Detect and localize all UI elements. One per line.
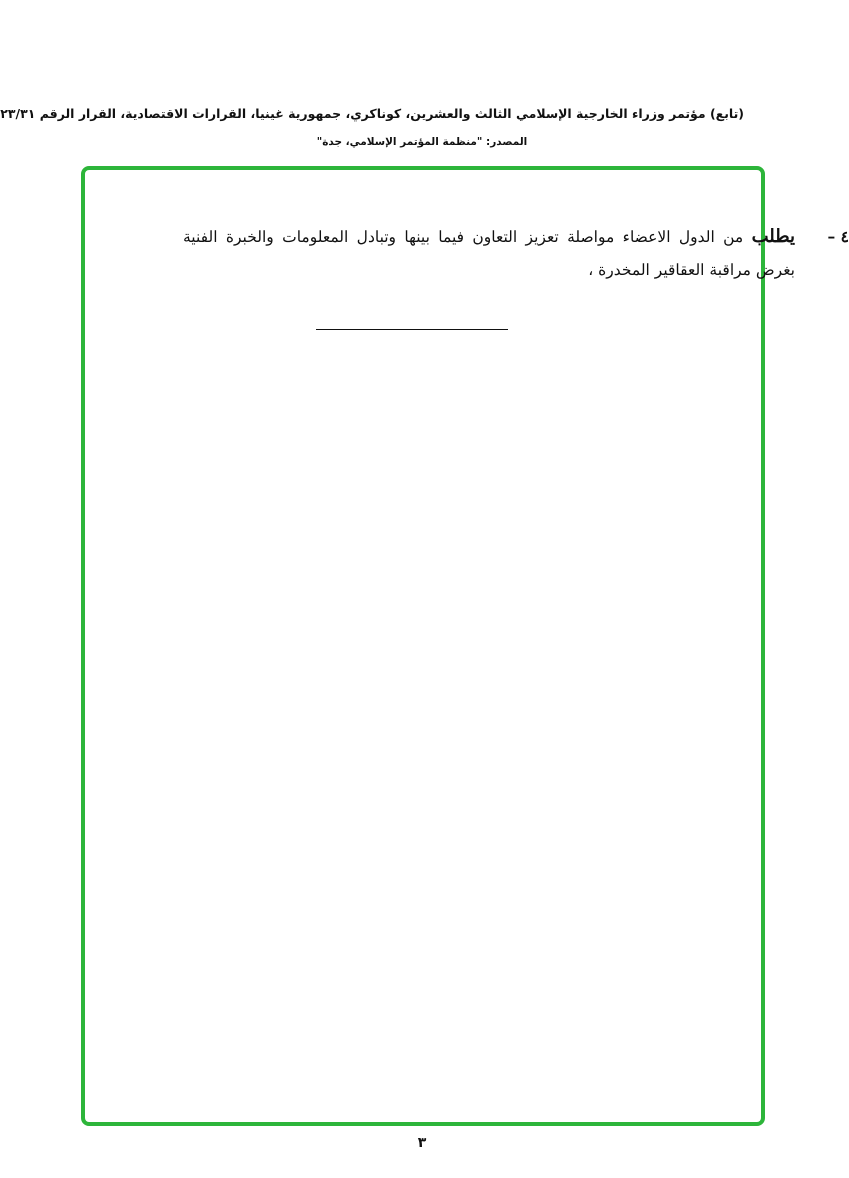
clause-text: من الدول الاعضاء مواصلة تعزيز التعاون فيما بينها وتبادل المعلومات والخبرة الفنية بغرض مراقبة العقاقير المخدرة ، <box>183 228 795 279</box>
clause-operative-verb: يطلب <box>751 226 795 247</box>
section-divider <box>316 329 508 330</box>
document-header-title: (تابع) مؤتمر وزراء الخارجية الإسلامي الثالث والعشرين، كوناكري، جمهورية غينيا، القرارات الاقتصادية، القرار الرقم ٢٣/٣١ <box>0 106 744 121</box>
page-number: ٣ <box>417 1135 427 1151</box>
page-frame <box>81 166 849 1126</box>
clause-paragraph <box>183 220 849 287</box>
clause-number: ٤ – <box>827 227 849 246</box>
document-source-line: المصدر: "منظمة المؤتمر الإسلامي، جدة" <box>316 136 528 148</box>
